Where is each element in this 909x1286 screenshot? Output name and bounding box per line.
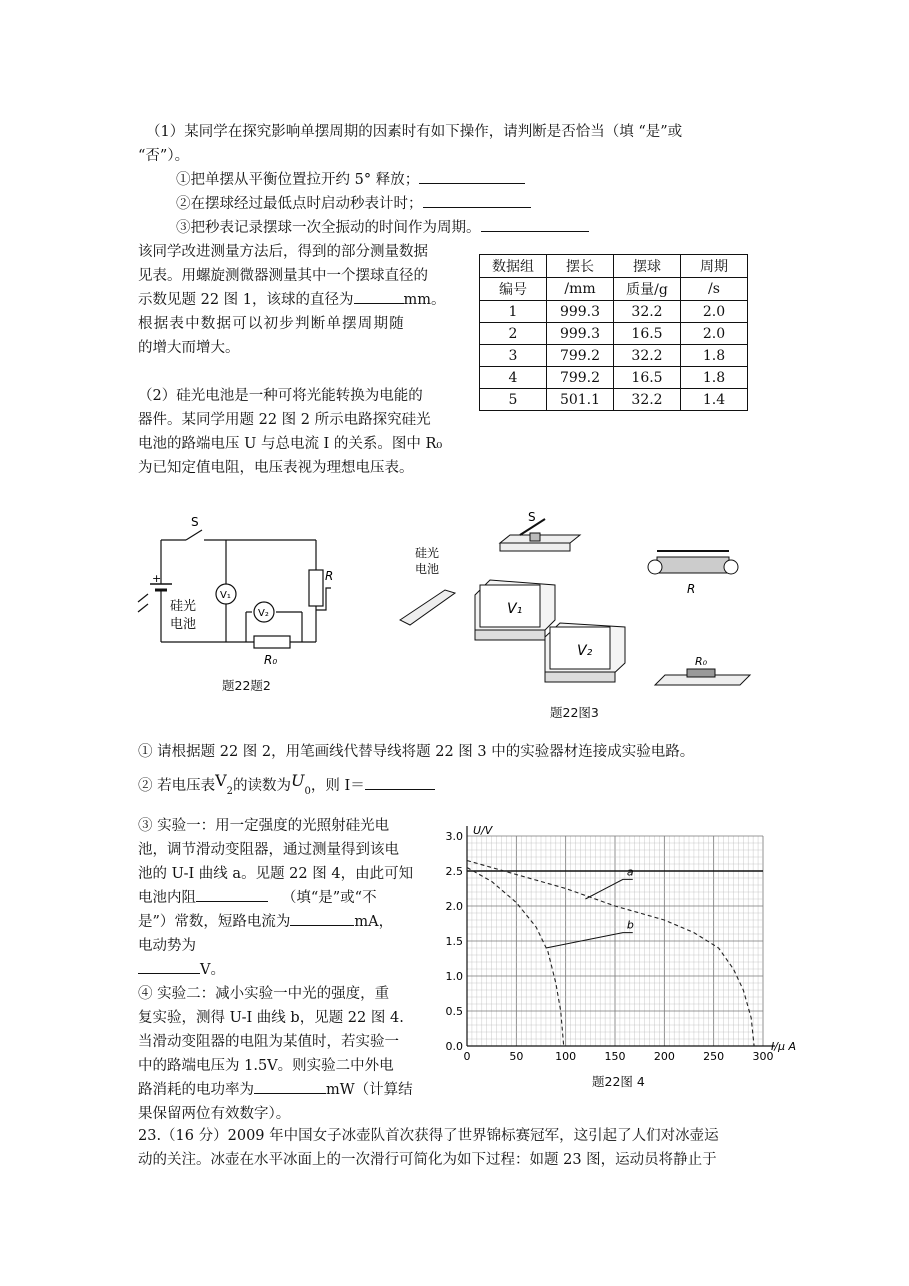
fig3-cell-label-1: 硅光 — [415, 546, 440, 560]
y-tick-label: 1.5 — [445, 935, 463, 948]
x-tick-label: 250 — [703, 1050, 725, 1063]
part1-para-2: 见表。用螺旋测微器测量其中一个摆球直径的 — [138, 268, 428, 284]
v2-label: V₂ — [258, 608, 269, 619]
q4-line-1: ④ 实验二：减小实验一中光的强度，重 — [138, 986, 390, 1002]
fig3-r-label: R — [687, 582, 696, 596]
step-2: ②在摆球经过最低点时启动秒表计时； — [176, 192, 531, 216]
part1-intro: （1）某同学在探究影响单摆周期的因素时有如下操作，请判断是否恰当（填 “是”或 — [146, 124, 683, 140]
x-tick-label: 50 — [509, 1050, 524, 1063]
y-tick-label: 0.0 — [445, 1040, 463, 1053]
q4-line-2: 复实验，测得 U-I 曲线 b，见题 22 图 4. — [138, 1010, 404, 1026]
part1-para-4: 根据表中数据可以初步判断单摆周期随 — [138, 316, 405, 332]
series-a-label: a — [626, 865, 634, 879]
apparatus-figure — [395, 505, 765, 695]
q4-line-3: 当滑动变阻器的电阻为某值时，若实验一 — [138, 1034, 399, 1050]
part1-para-5: 的增大而增大。 — [138, 340, 240, 356]
fig3-cell-label-2: 电池 — [415, 562, 440, 576]
answer-blank-1[interactable] — [419, 169, 525, 184]
q4-line-4: 中的路端电压为 1.5V。则实验二中外电 — [138, 1058, 394, 1074]
short-current-blank[interactable] — [290, 911, 354, 926]
rheostat-label: R — [325, 569, 334, 583]
y-axis-label: U/V — [473, 824, 493, 837]
q3-line-5: 是”）常数，短路电流为 mA， — [138, 910, 393, 934]
r0-label: R₀ — [264, 653, 278, 667]
circuit-diagram — [136, 512, 346, 692]
q3-line-4: 电池内阻 （填“是”或“不 — [138, 886, 377, 910]
part2-line-1: （2）硅光电池是一种可将光能转换为电能的 — [138, 388, 423, 404]
part1-intro2: “否”）。 — [138, 148, 190, 164]
table-row: 4 799.2 16.5 1.8 — [480, 367, 748, 389]
series-b-line — [467, 868, 564, 1047]
q3-line-1: ③ 实验一：用一定强度的光照射硅光电 — [138, 818, 390, 834]
plus-sign: + — [152, 572, 162, 585]
y-tick-label: 2.0 — [445, 900, 463, 913]
fig3-r0-label: R₀ — [695, 655, 708, 668]
q3-line-6: 电动势为 — [138, 938, 196, 954]
table-row: 2 999.3 16.5 2.0 — [480, 323, 748, 345]
question-1: ① 请根据题 22 图 2，用笔画线代替导线将题 22 图 3 中的实验器材连接成实验电路。 — [138, 744, 695, 760]
series-a-leader — [585, 879, 632, 899]
power-blank[interactable] — [254, 1079, 326, 1094]
fig3-switch-label: S — [528, 510, 536, 524]
answer-blank-3[interactable] — [481, 217, 589, 232]
answer-blank-2[interactable] — [423, 193, 531, 208]
ui-curve-chart — [425, 818, 825, 1098]
cell-label-1: 硅光 — [170, 599, 197, 614]
cell-label-2: 电池 — [170, 617, 197, 632]
data-table: 数据组 摆长 摆球 周期 编号 /mm 质量/g /s 1 999.3 32.2 2.0 2 999.3 16.5 2.0 3 799.2 32.2 1.8 4 799.2 16.5 1.8 5 501.1 32.2 1.4 — [479, 254, 748, 411]
y-tick-label: 3.0 — [445, 830, 463, 843]
emf-blank[interactable] — [138, 959, 200, 974]
y-tick-label: 2.5 — [445, 865, 463, 878]
fig3-v2-label: V₂ — [577, 643, 593, 659]
y-tick-label: 0.5 — [445, 1005, 463, 1018]
series-b-label: b — [626, 918, 634, 932]
question-2: ② 若电压表$V_2$的读数为$U_0$，则 I＝ — [138, 773, 435, 804]
fig2-caption: 题22题2 — [222, 678, 271, 693]
table-row: 5 501.1 32.2 1.4 — [480, 389, 748, 411]
q4-line-5: 路消耗的电功率为 mW（计算结 — [138, 1078, 413, 1102]
part2-line-3: 电池的路端电压 U 与总电流 I 的关系。图中 R₀ — [138, 436, 443, 452]
x-tick-label: 300 — [752, 1050, 774, 1063]
q3-line-2: 池，调节滑动变阻器，通过测量得到该电 — [138, 842, 399, 858]
step-1: ①把单摆从平衡位置拉开约 5° 释放； — [176, 168, 525, 192]
fig3-caption: 题22图3 — [550, 705, 599, 720]
part2-line-2: 器件。某同学用题 22 图 2 所示电路探究硅光 — [138, 412, 431, 428]
resistance-blank[interactable] — [196, 887, 268, 902]
part1-para-3: 示数见题 22 图 1，该球的直径为 mm。 — [138, 288, 446, 312]
diameter-blank[interactable] — [354, 289, 404, 304]
q4-line-6: 果保留两位有效数字）。 — [138, 1106, 291, 1122]
fig3-v1-label: V₁ — [507, 601, 523, 617]
q3-line-3: 池的 U-I 曲线 a。见题 22 图 4，由此可知 — [138, 866, 414, 882]
part1-para-1: 该同学改进测量方法后，得到的部分测量数据 — [138, 244, 428, 260]
q23-line-2: 动的关注。冰壶在水平冰面上的一次滑行可简化为如下过程：如题 23 图，运动员将静止于 — [138, 1152, 717, 1168]
x-axis-label: I/μ A — [771, 1040, 796, 1053]
table-row: 3 799.2 32.2 1.8 — [480, 345, 748, 367]
fig4-caption: 题22图 4 — [592, 1074, 645, 1089]
v1-label: V₁ — [220, 590, 231, 601]
switch-label: S — [191, 515, 199, 529]
current-blank[interactable] — [365, 775, 435, 790]
part2-line-4: 为已知定值电阻，电压表视为理想电压表。 — [138, 460, 414, 476]
x-tick-label: 100 — [555, 1050, 577, 1063]
step-3: ③把秒表记录摆球一次全振动的时间作为周期。 — [176, 216, 589, 240]
x-tick-label: 0 — [463, 1050, 471, 1063]
y-tick-label: 1.0 — [445, 970, 463, 983]
q3-line-7: V。 — [138, 958, 225, 982]
q23-line-1: 23.（16 分）2009 年中国女子冰壶队首次获得了世界锦标赛冠军，这引起了人们对冰壶运 — [138, 1128, 719, 1144]
table-row: 1 999.3 32.2 2.0 — [480, 301, 748, 323]
x-tick-label: 200 — [653, 1050, 675, 1063]
x-tick-label: 150 — [604, 1050, 626, 1063]
